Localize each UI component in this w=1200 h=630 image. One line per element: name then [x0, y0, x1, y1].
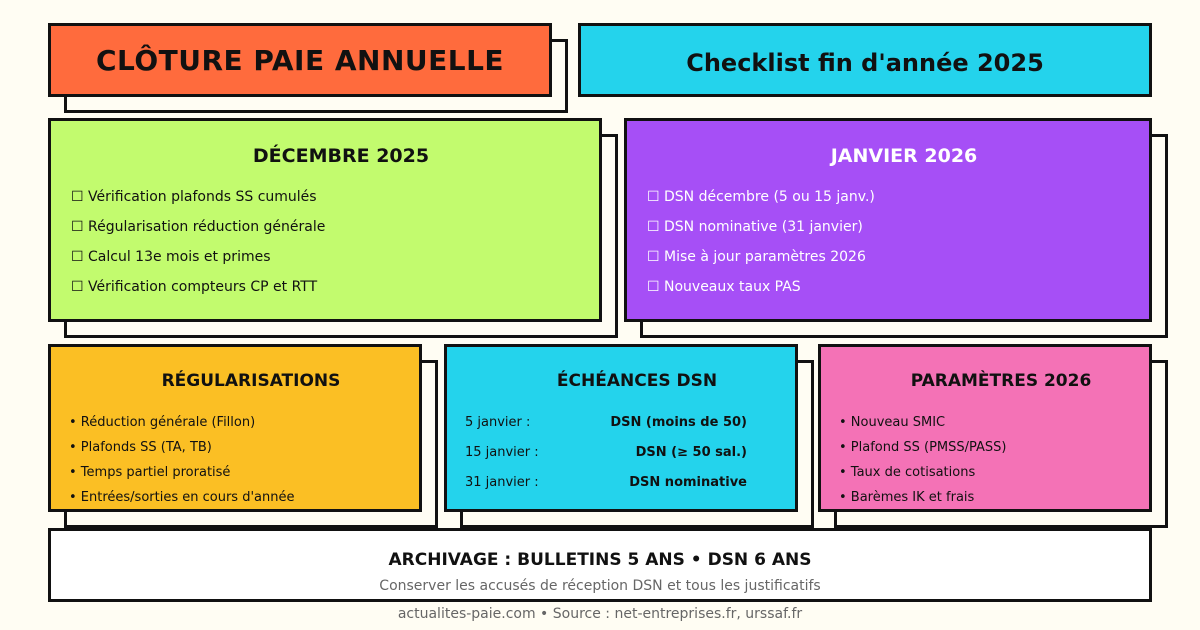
list-item: • Réduction générale (Fillon)	[69, 415, 256, 430]
archive-title: ARCHIVAGE : BULLETINS 5 ANS • DSN 6 ANS	[388, 550, 812, 570]
checklist-item: ☐ DSN nominative (31 janvier)	[647, 219, 863, 235]
deadline-label: DSN (≥ 50 sal.)	[635, 445, 747, 460]
parametres-title: PARAMÈTRES 2026	[910, 371, 1092, 391]
echeances-title: ÉCHÉANCES DSN	[556, 371, 718, 391]
deadline-date: 31 janvier :	[465, 475, 539, 490]
december-panel	[48, 118, 602, 322]
january-checklist	[647, 187, 875, 307]
regularisations-title: RÉGULARISATIONS	[161, 371, 341, 391]
regularisations-list	[69, 414, 294, 514]
regularisations-panel	[48, 344, 422, 512]
deadline-date: 15 janvier :	[465, 445, 539, 460]
january-panel	[624, 118, 1152, 322]
list-item: • Temps partiel proratisé	[69, 465, 231, 480]
echeances-panel	[444, 344, 798, 512]
checklist-item: ☐ Calcul 13e mois et primes	[71, 249, 271, 265]
archive-banner	[48, 528, 1152, 602]
checklist-item: ☐ Régularisation réduction générale	[71, 219, 326, 235]
deadline-row	[465, 414, 747, 444]
page-title: CLÔTURE PAIE ANNUELLE	[95, 44, 505, 77]
header-title-panel	[48, 23, 552, 97]
list-item: • Barèmes IK et frais	[839, 490, 975, 505]
checklist-item: ☐ DSN décembre (5 ou 15 janv.)	[647, 189, 875, 205]
deadline-row	[465, 444, 747, 474]
deadline-list	[465, 414, 747, 504]
page-subtitle: Checklist fin d'année 2025	[686, 49, 1044, 77]
checklist-item: ☐ Mise à jour paramètres 2026	[647, 249, 866, 265]
list-item: • Plafonds SS (TA, TB)	[69, 440, 212, 455]
january-title: JANVIER 2026	[830, 145, 978, 167]
checklist-item: ☐ Nouveaux taux PAS	[647, 279, 801, 295]
december-checklist	[71, 187, 325, 307]
deadline-row	[465, 474, 747, 504]
deadline-label: DSN (moins de 50)	[610, 415, 747, 430]
deadline-date: 5 janvier :	[465, 415, 531, 430]
checklist-item: ☐ Vérification compteurs CP et RTT	[71, 279, 318, 295]
deadline-label: DSN nominative	[629, 475, 747, 490]
list-item: • Entrées/sorties en cours d'année	[69, 490, 295, 505]
list-item: • Taux de cotisations	[839, 465, 976, 480]
parametres-panel	[818, 344, 1152, 512]
source-footer: actualites-paie.com • Source : net-entreprises.fr, urssaf.fr	[397, 606, 803, 622]
checklist-item: ☐ Vérification plafonds SS cumulés	[71, 189, 317, 205]
list-item: • Nouveau SMIC	[839, 415, 946, 430]
list-item: • Plafond SS (PMSS/PASS)	[839, 440, 1007, 455]
header-subtitle-panel	[578, 23, 1152, 97]
parametres-list	[839, 414, 1007, 514]
december-title: DÉCEMBRE 2025	[252, 145, 430, 167]
archive-note: Conserver les accusés de réception DSN et tous les justificatifs	[379, 578, 821, 594]
